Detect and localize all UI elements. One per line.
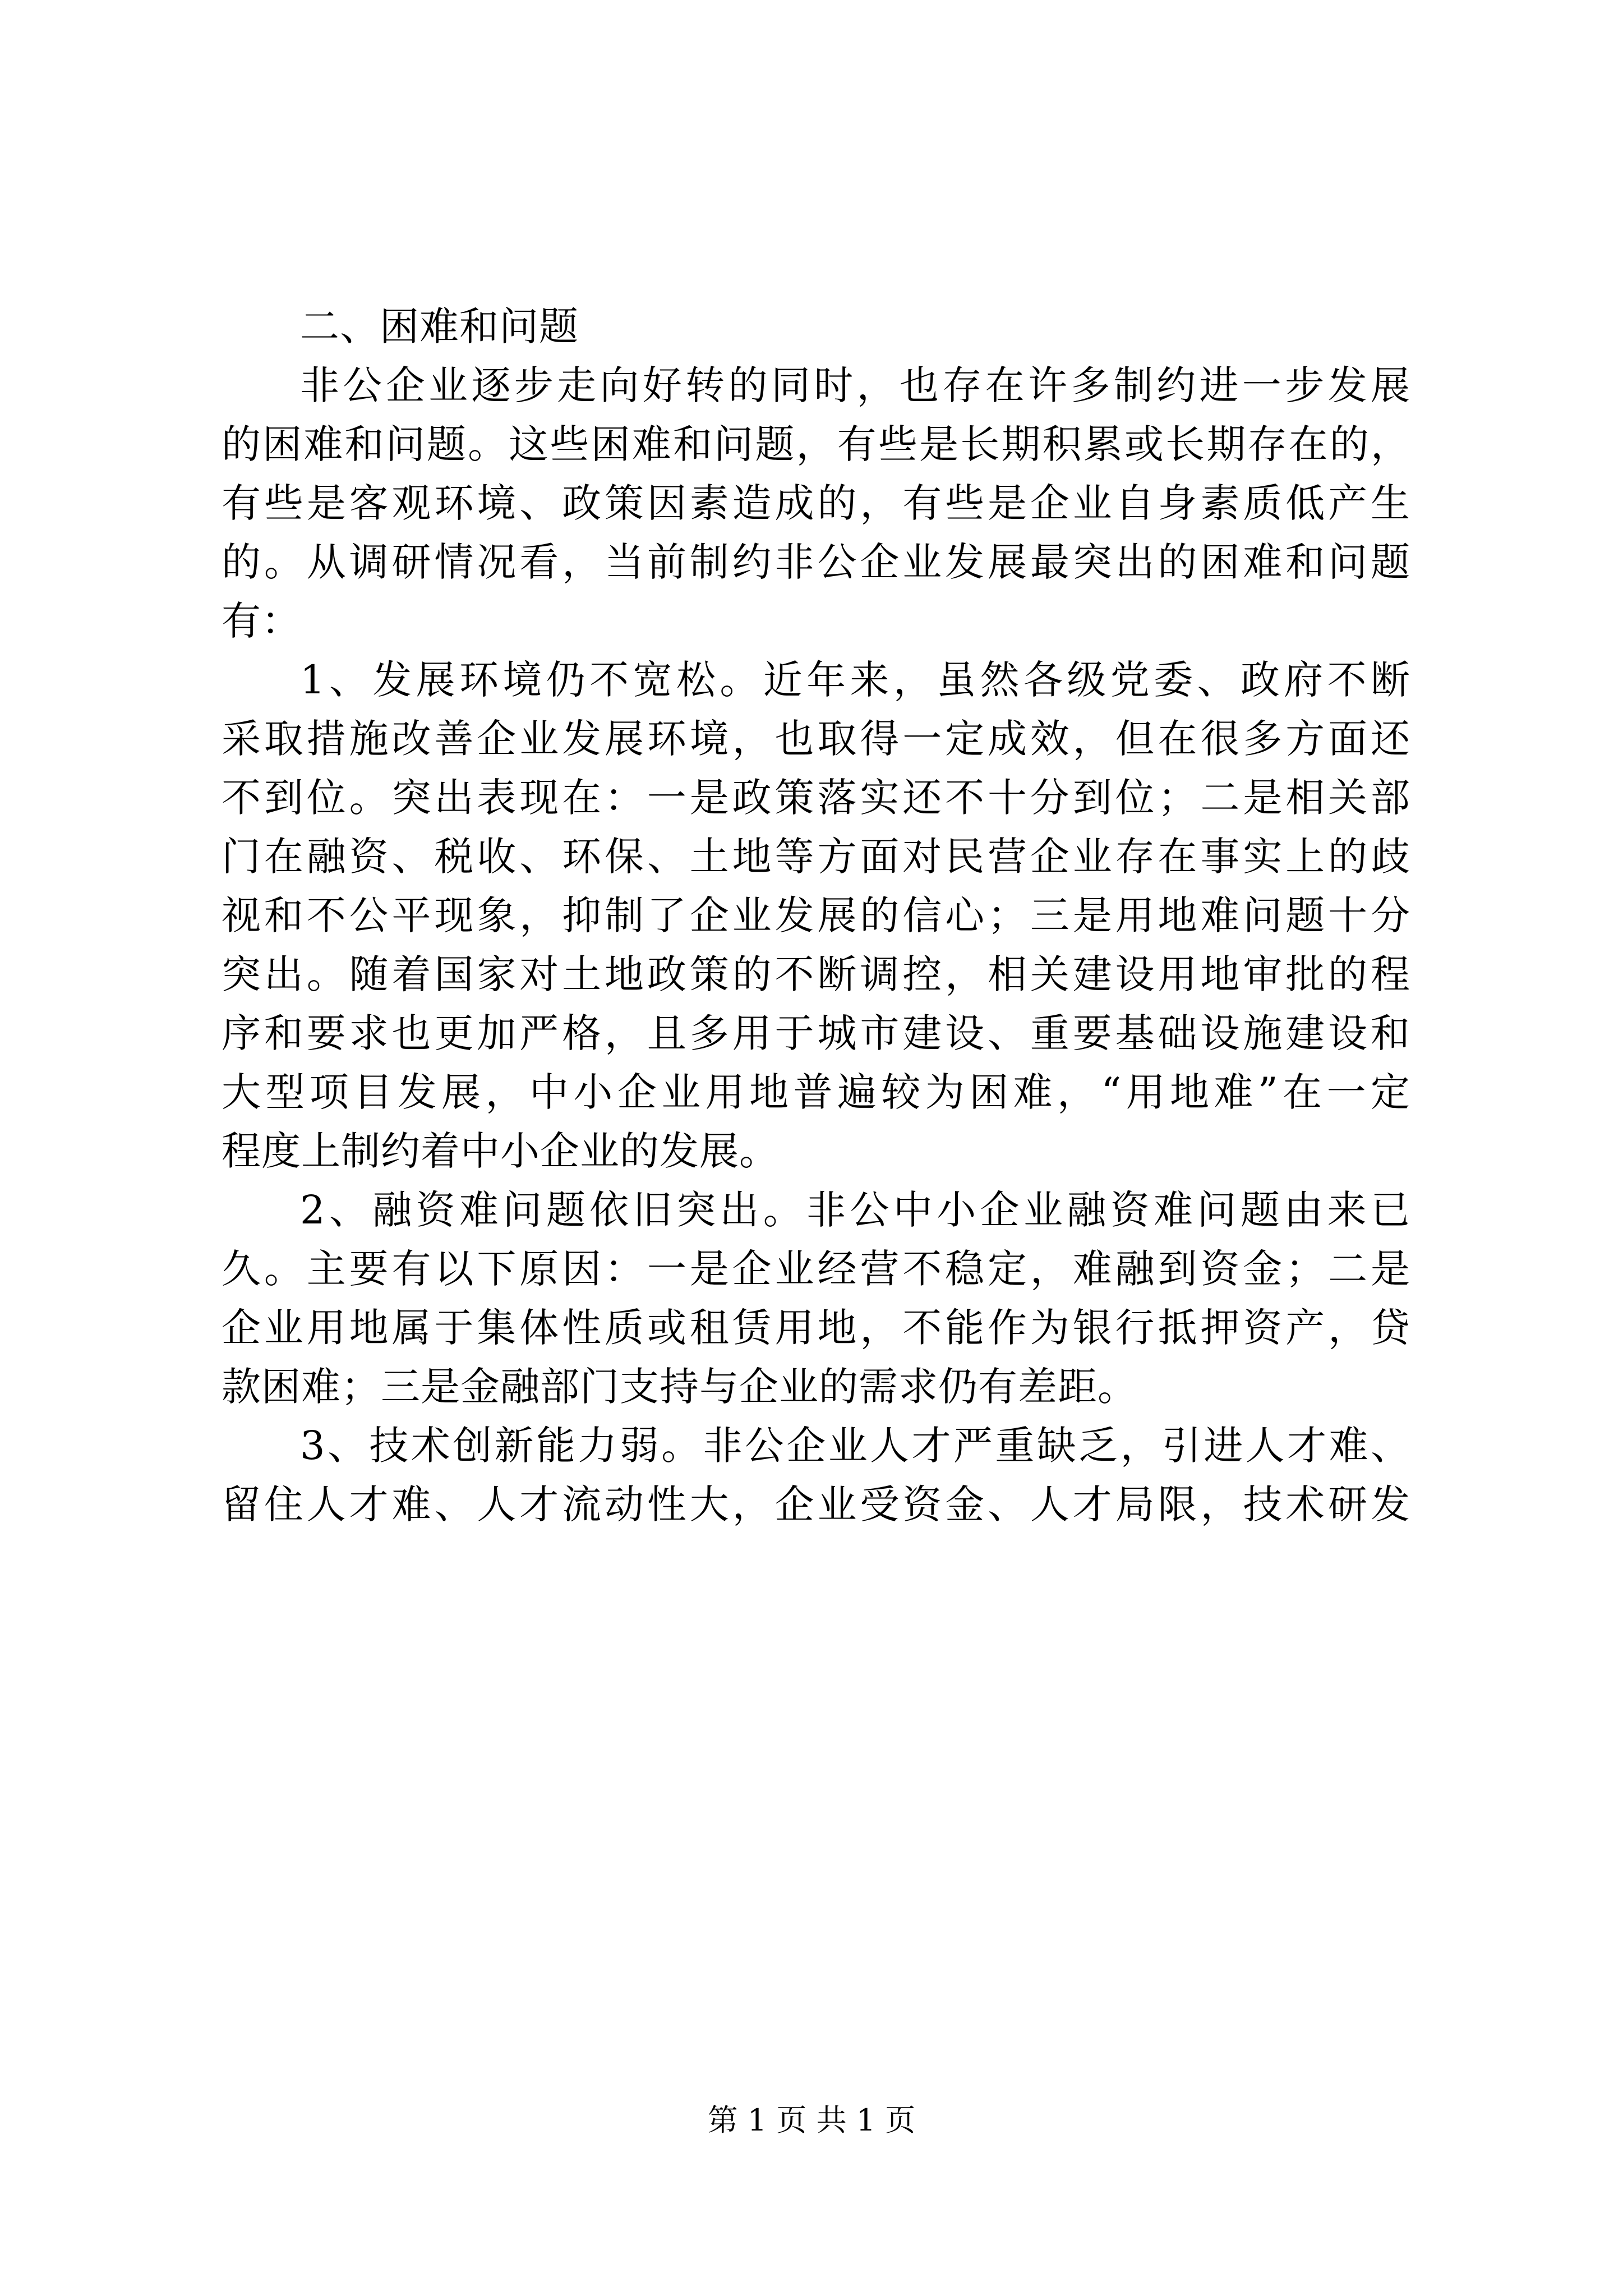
- text-line: 久。主要有以下原因：一是企业经营不稳定，难融到资金；二是: [222, 1246, 1410, 1292]
- text-line: 序和要求也更加严格，且多用于城市建设、重要基础设施建设和: [222, 1010, 1410, 1056]
- text-line: 采取措施改善企业发展环境，也取得一定成效，但在很多方面还: [222, 716, 1410, 762]
- text-line: 非公企业逐步走向好转的同时，也存在许多制约进一步发展: [300, 362, 1410, 408]
- text-line: 有些是客观环境、政策因素造成的，有些是企业自身素质低产生: [222, 480, 1410, 526]
- text-line: 3、技术创新能力弱。非公企业人才严重缺乏，引进人才难、: [300, 1423, 1410, 1469]
- text-line: 1、发展环境仍不宽松。近年来，虽然各级党委、政府不断: [300, 657, 1410, 703]
- text-line: 企业用地属于集体性质或租赁用地，不能作为银行抵押资产，贷: [222, 1305, 1410, 1351]
- text-line: 大型项目发展，中小企业用地普遍较为困难，“用地难”在一定: [222, 1069, 1410, 1115]
- text-line: 的。从调研情况看，当前制约非公企业发展最突出的困难和问题: [222, 539, 1410, 585]
- text-line: 2、融资难问题依旧突出。非公中小企业融资难问题由来已: [300, 1187, 1410, 1233]
- document-body: [222, 297, 1410, 1534]
- text-line: 程度上制约着中小企业的发展。: [222, 1128, 779, 1174]
- text-line: 不到位。突出表现在：一是政策落实还不十分到位；二是相关部: [222, 775, 1410, 821]
- text-line: 的困难和问题。这些困难和问题，有些是长期积累或长期存在的，: [222, 421, 1410, 467]
- page-footer: 第 1 页 共 1 页: [707, 2102, 916, 2138]
- text-line: 突出。随着国家对土地政策的不断调控，相关建设用地审批的程: [222, 951, 1410, 997]
- text-line: 款困难；三是金融部门支持与企业的需求仍有差距。: [222, 1364, 1137, 1410]
- text-line: 门在融资、税收、环保、土地等方面对民营企业存在事实上的歧: [222, 834, 1410, 880]
- text-line: 有：: [222, 598, 301, 644]
- text-line: 二、困难和问题: [300, 303, 579, 349]
- text-line: 留住人才难、人才流动性大，企业受资金、人才局限，技术研发: [222, 1481, 1410, 1527]
- text-line: 视和不公平现象，抑制了企业发展的信心；三是用地难问题十分: [222, 892, 1410, 938]
